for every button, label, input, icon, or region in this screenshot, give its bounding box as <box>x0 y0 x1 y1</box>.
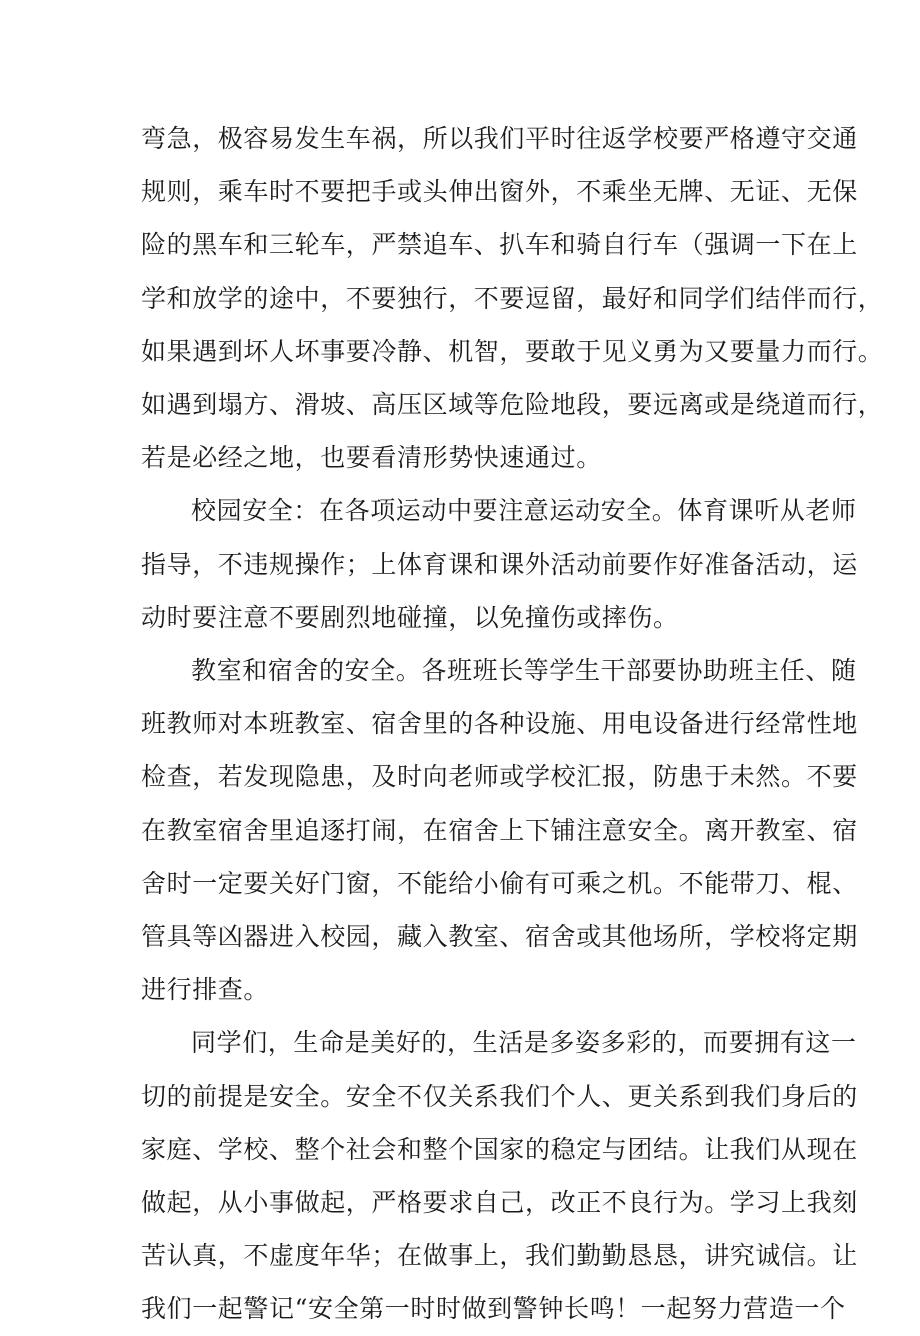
text-line: 苦认真，不虚度年华；在做事上，我们勤勤恳恳，讲究诚信。让 <box>141 1241 858 1271</box>
text-line: 做起，从小事做起，严格要求自己，改正不良行为。学习上我刻 <box>141 1188 858 1218</box>
text-line: 管具等凶器进入校园，藏入教室、宿舍或其他场所，学校将定期 <box>141 922 858 952</box>
text-line: 检查，若发现隐患，及时向老师或学校汇报，防患于未然。不要 <box>141 762 858 792</box>
text-line: 指导，不违规操作；上体育课和课外活动前要作好准备活动，运 <box>141 549 858 579</box>
paragraph-classroom-dorm-safety <box>141 644 858 1016</box>
text-line: 规则，乘车时不要把手或头伸出窗外，不乘坐无牌、无证、无保 <box>141 177 858 207</box>
text-line: 切的前提是安全。安全不仅关系我们个人、更关系到我们身后的 <box>141 1081 858 1111</box>
text-line: 弯急，极容易发生车祸，所以我们平时往返学校要严格遵守交通 <box>141 124 858 153</box>
text-line: 如果遇到坏人坏事要冷静、机智，要敢于见义勇为又要量力而行。 <box>141 336 884 366</box>
text-line: 舍时一定要关好门窗，不能给小偷有可乘之机。不能带刀、棍、 <box>141 868 858 898</box>
text-line: 校园安全：在各项运动中要注意运动安全。体育课听从老师 <box>191 496 857 526</box>
paragraph-campus-safety <box>141 484 858 644</box>
text-line: 同学们，生命是美好的，生活是多姿多彩的，而要拥有这一 <box>191 1028 857 1058</box>
text-line: 教室和宿舍的安全。各班班长等学生干部要协助班主任、随 <box>191 656 857 686</box>
text-line: 家庭、学校、整个社会和整个国家的稳定与团结。让我们从现在 <box>141 1134 858 1164</box>
text-line: 若是必经之地，也要看清形势快速通过。 <box>141 443 602 473</box>
paragraph-closing <box>141 1016 858 1335</box>
text-line: 进行排查。 <box>141 975 270 1005</box>
text-line: 如遇到塌方、滑坡、高压区域等危险地段，要远离或是绕道而行， <box>141 390 884 420</box>
text-line: 动时要注意不要剧烈地碰撞，以免撞伤或摔伤。 <box>141 602 679 632</box>
text-line: 学和放学的途中，不要独行，不要逗留，最好和同学们结伴而行， <box>141 283 884 313</box>
paragraph-traffic-safety <box>141 112 884 484</box>
text-line: 在教室宿舍里追逐打闹，在宿舍上下铺注意安全。离开教室、宿 <box>141 815 858 845</box>
text-line: 我们一起警记“安全第一时时做到警钟长鸣！一起努力营造一个 <box>141 1294 846 1324</box>
text-line: 班教师对本班教室、宿舍里的各种设施、用电设备进行经常性地 <box>141 709 858 739</box>
text-line: 险的黑车和三轮车，严禁追车、扒车和骑自行车（强调一下在上 <box>141 230 858 260</box>
body-text <box>141 112 884 1336</box>
